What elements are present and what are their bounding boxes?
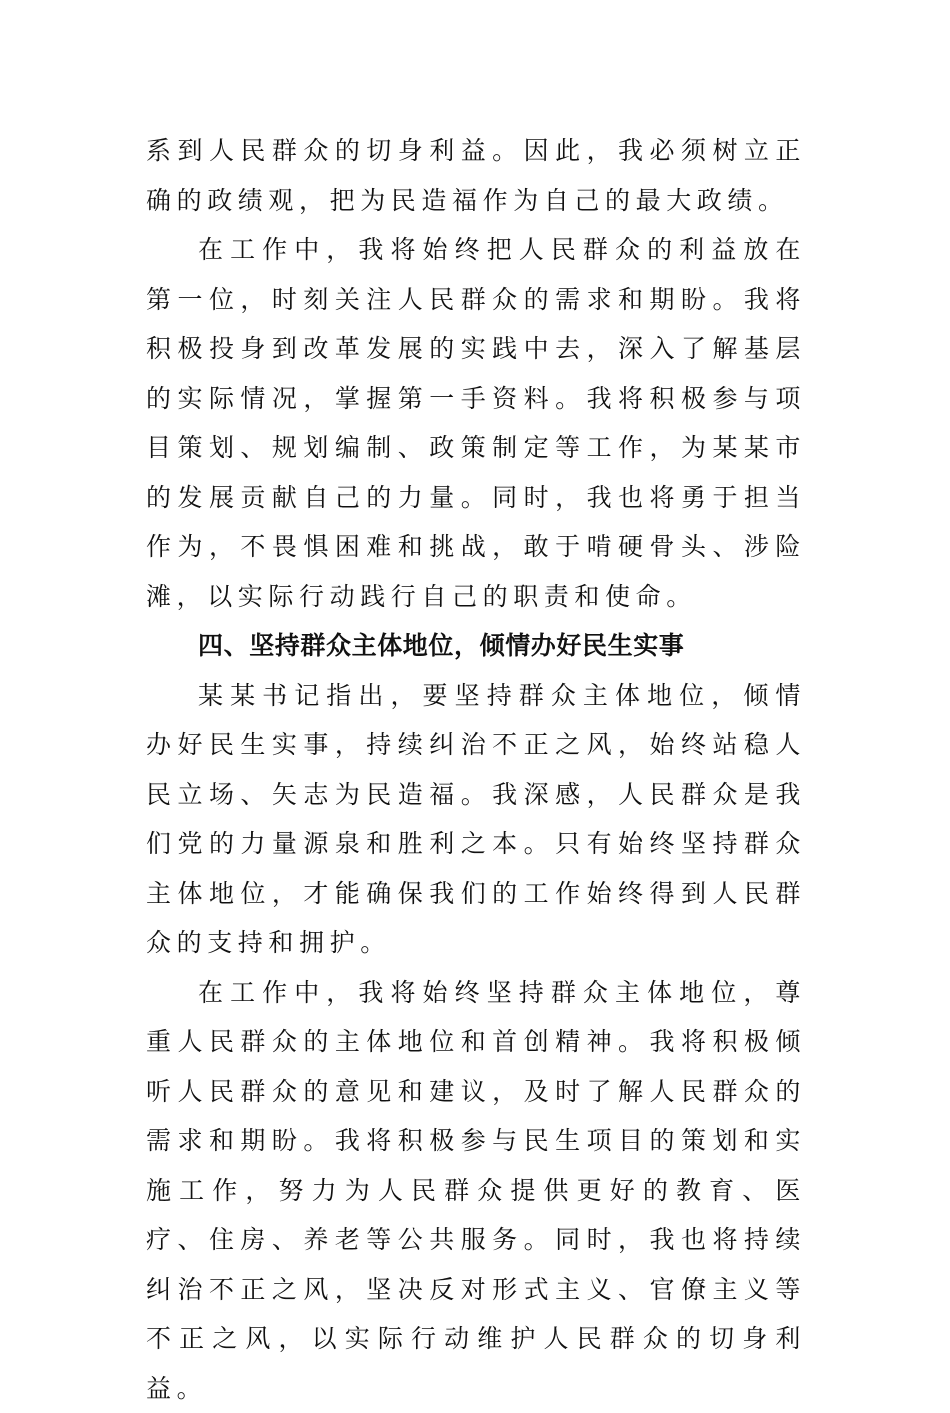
paragraph-secretary-remarks: 某某书记指出，要坚持群众主体地位，倾情办好民生实事，持续纠治不正之风，始终站稳人民立场、矢志为民造福。我深感，人民群众是我们党的力量源泉和胜利之本。只有始终坚持群众主体地位，才能确保我们的工作始终得到人民群众的支持和拥护。	[146, 671, 806, 968]
section-heading-four: 四、坚持群众主体地位，倾情办好民生实事	[146, 621, 806, 671]
document-body	[146, 126, 806, 1413]
paragraph-mass-position: 在工作中，我将始终坚持群众主体地位，尊重人民群众的主体地位和首创精神。我将积极倾听人民群众的意见和建议，及时了解人民群众的需求和期盼。我将积极参与民生项目的策划和实施工作，努力为人民群众提供更好的教育、医疗、住房、养老等公共服务。同时，我也将持续纠治不正之风，坚决反对形式主义、官僚主义等不正之风，以实际行动维护人民群众的切身利益。	[146, 968, 806, 1413]
paragraph-continuation: 系到人民群众的切身利益。因此，我必须树立正确的政绩观，把为民造福作为自己的最大政绩。	[146, 126, 806, 225]
paragraph-work-commitment: 在工作中，我将始终把人民群众的利益放在第一位，时刻关注人民群众的需求和期盼。我将积极投身到改革发展的实践中去，深入了解基层的实际情况，掌握第一手资料。我将积极参与项目策划、规划编制、政策制定等工作，为某某市的发展贡献自己的力量。同时，我也将勇于担当作为，不畏惧困难和挑战，敢于啃硬骨头、涉险滩，以实际行动践行自己的职责和使命。	[146, 225, 806, 621]
